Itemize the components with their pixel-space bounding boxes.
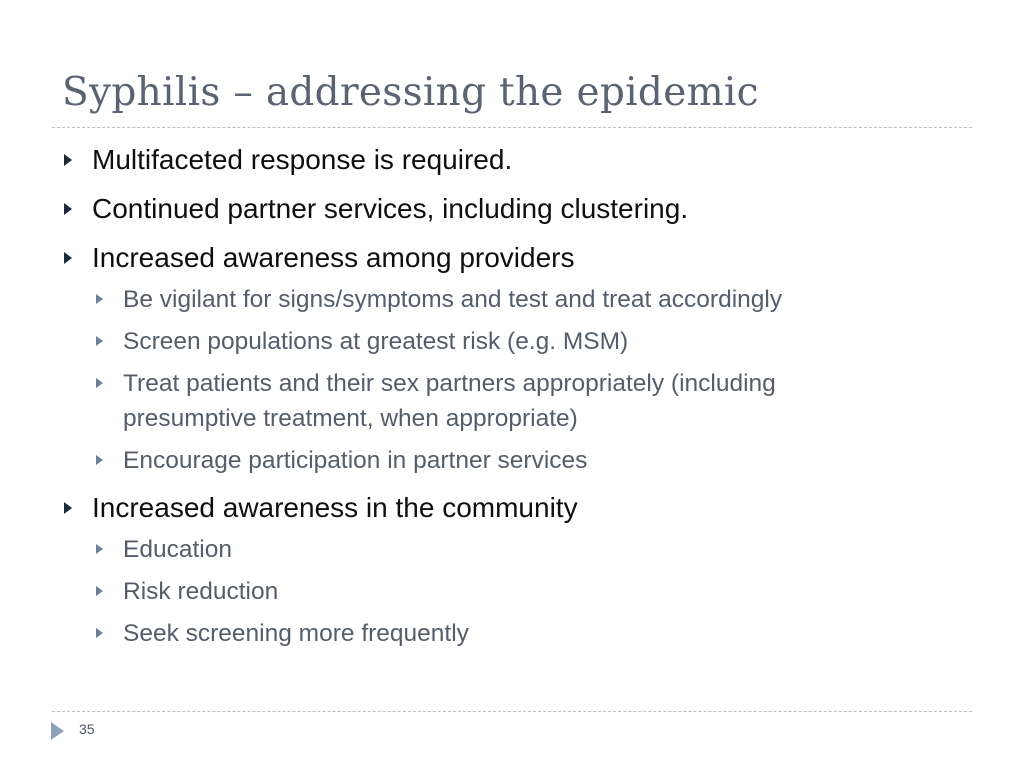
sub-bullet-item [62, 282, 962, 317]
sub-bullet-text: Risk reduction [123, 578, 279, 605]
sub-bullet-text: Screen populations at greatest risk (e.g. MSM) [123, 328, 629, 355]
bullet-text: Multifaceted response is required. [92, 144, 513, 175]
sub-bullet-item [62, 574, 962, 609]
sub-bullet-arrow-icon [96, 544, 103, 554]
bullet-item [62, 142, 962, 178]
bullet-item [62, 490, 962, 526]
bullet-item [62, 191, 962, 227]
page-number: 35 [79, 721, 95, 737]
bullet-arrow-icon [64, 203, 72, 215]
sub-bullet-text: Seek screening more frequently [123, 620, 469, 647]
sub-bullet-item [62, 532, 962, 567]
bullet-text: Continued partner services, including clustering. [92, 193, 689, 224]
sub-bullet-text: Be vigilant for signs/symptoms and test and treat accordingly [123, 286, 783, 313]
sub-bullet-arrow-icon [96, 628, 103, 638]
sub-bullet-text-continuation: presumptive treatment, when appropriate) [123, 405, 578, 432]
sub-bullet-arrow-icon [96, 294, 103, 304]
sub-bullet-text: Education [123, 536, 232, 563]
title-divider [52, 127, 972, 128]
bullet-item [62, 240, 962, 276]
sub-bullet-item [62, 324, 962, 359]
slide-body [62, 142, 962, 658]
bullet-arrow-icon [64, 252, 72, 264]
sub-bullet-arrow-icon [96, 336, 103, 346]
bullet-text: Increased awareness in the community [92, 492, 578, 523]
footer-triangle-icon [51, 722, 64, 740]
bullet-text: Increased awareness among providers [92, 242, 575, 273]
sub-bullet-item [62, 616, 962, 651]
sub-bullet-text: Treat patients and their sex partners appropriately (including [123, 370, 776, 397]
sub-bullet-item [62, 366, 962, 436]
sub-bullet-arrow-icon [96, 455, 103, 465]
sub-bullet-text: Encourage participation in partner services [123, 447, 588, 474]
sub-bullet-item [62, 443, 962, 478]
sub-bullet-arrow-icon [96, 586, 103, 596]
sub-bullet-arrow-icon [96, 378, 103, 388]
slide-title: Syphilis – addressing the epidemic [62, 70, 759, 115]
bullet-arrow-icon [64, 502, 72, 514]
bullet-arrow-icon [64, 154, 72, 166]
footer-divider [52, 711, 972, 712]
